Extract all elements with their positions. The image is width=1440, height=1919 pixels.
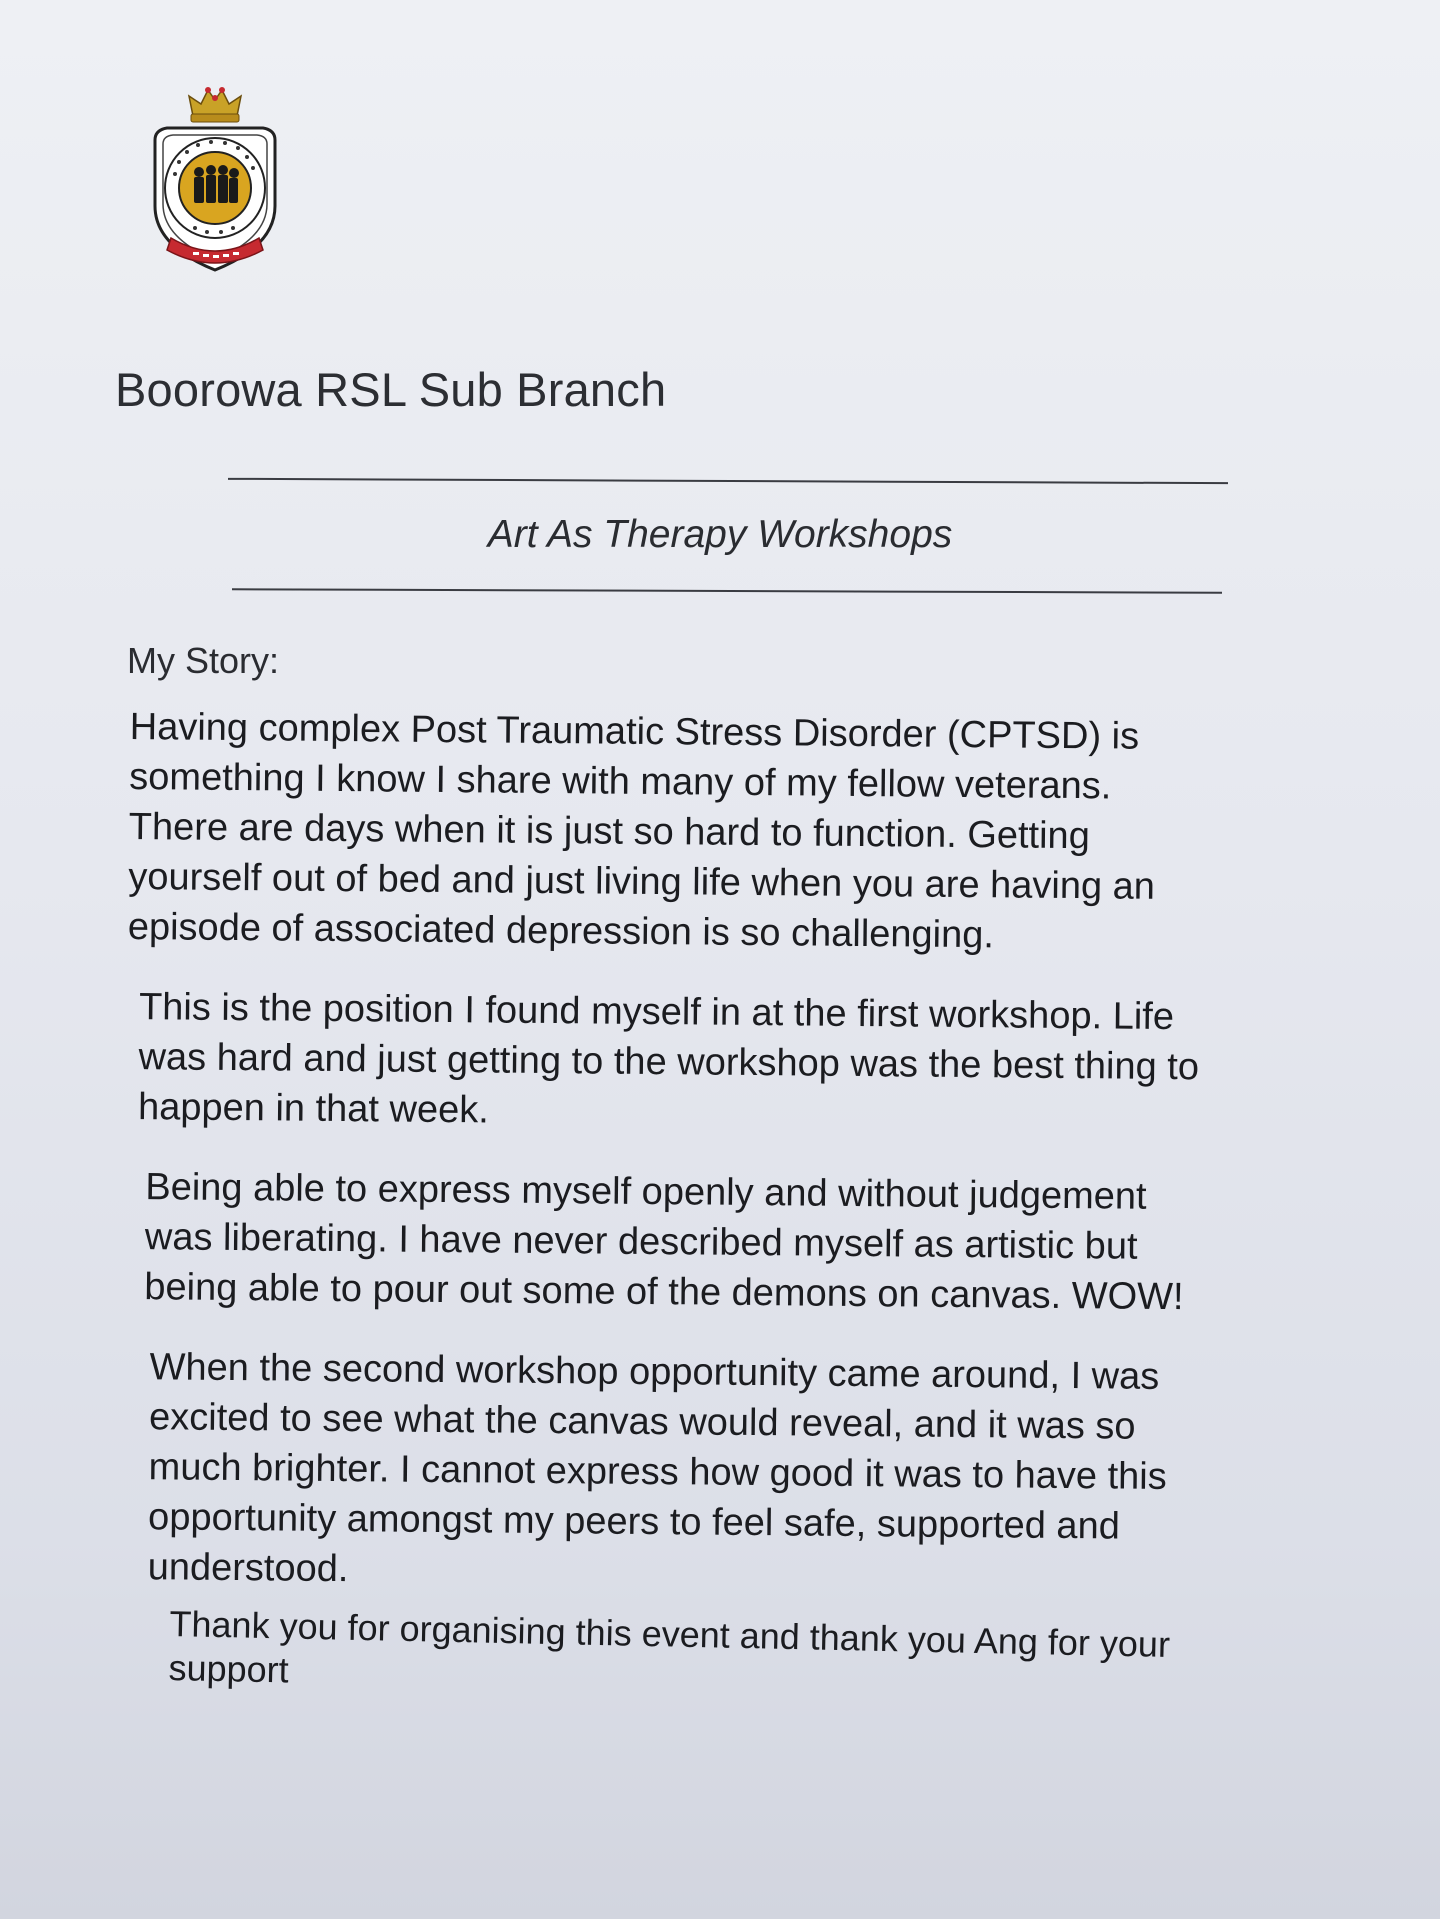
story-label: My Story: <box>127 640 280 681</box>
crown-icon <box>189 87 241 122</box>
organization-name: Boorowa RSL Sub Branch <box>115 363 667 416</box>
story-paragraph: Being able to express myself openly and without judgement was liberating. I have never described myself as artistic but being able to pour out some of the demons on canvas. WOW! <box>144 1166 1184 1319</box>
divider-top <box>228 478 1228 484</box>
story-paragraph: Having complex Post Traumatic Stress Disorder (CPTSD) is something I know I share with many of my fellow veterans. There are days when it is just so hard to function. Getting yourself out of bed and just living life when you are having an episode of associated depression is so challenging. <box>127 705 1156 957</box>
divider-bottom <box>232 588 1222 593</box>
rsl-badge-icon <box>135 78 295 278</box>
story-paragraph: When the second workshop opportunity came around, I was excited to see what the canvas would reveal, and it was so much brighter. I cannot express how good it was to have this opportunity amongst my peers to feel safe, supported and understood. <box>147 1346 1167 1591</box>
thank-you-note: Thank you for organising this event and thank you Ang for your support <box>168 1602 1171 1691</box>
workshop-title: Art As Therapy Workshops <box>487 513 953 556</box>
story-paragraph: This is the position I found myself in at the first workshop. Life was hard and just getting to the workshop was the best thing to happen in that week. <box>137 986 1200 1132</box>
story-body <box>121 702 1319 1603</box>
